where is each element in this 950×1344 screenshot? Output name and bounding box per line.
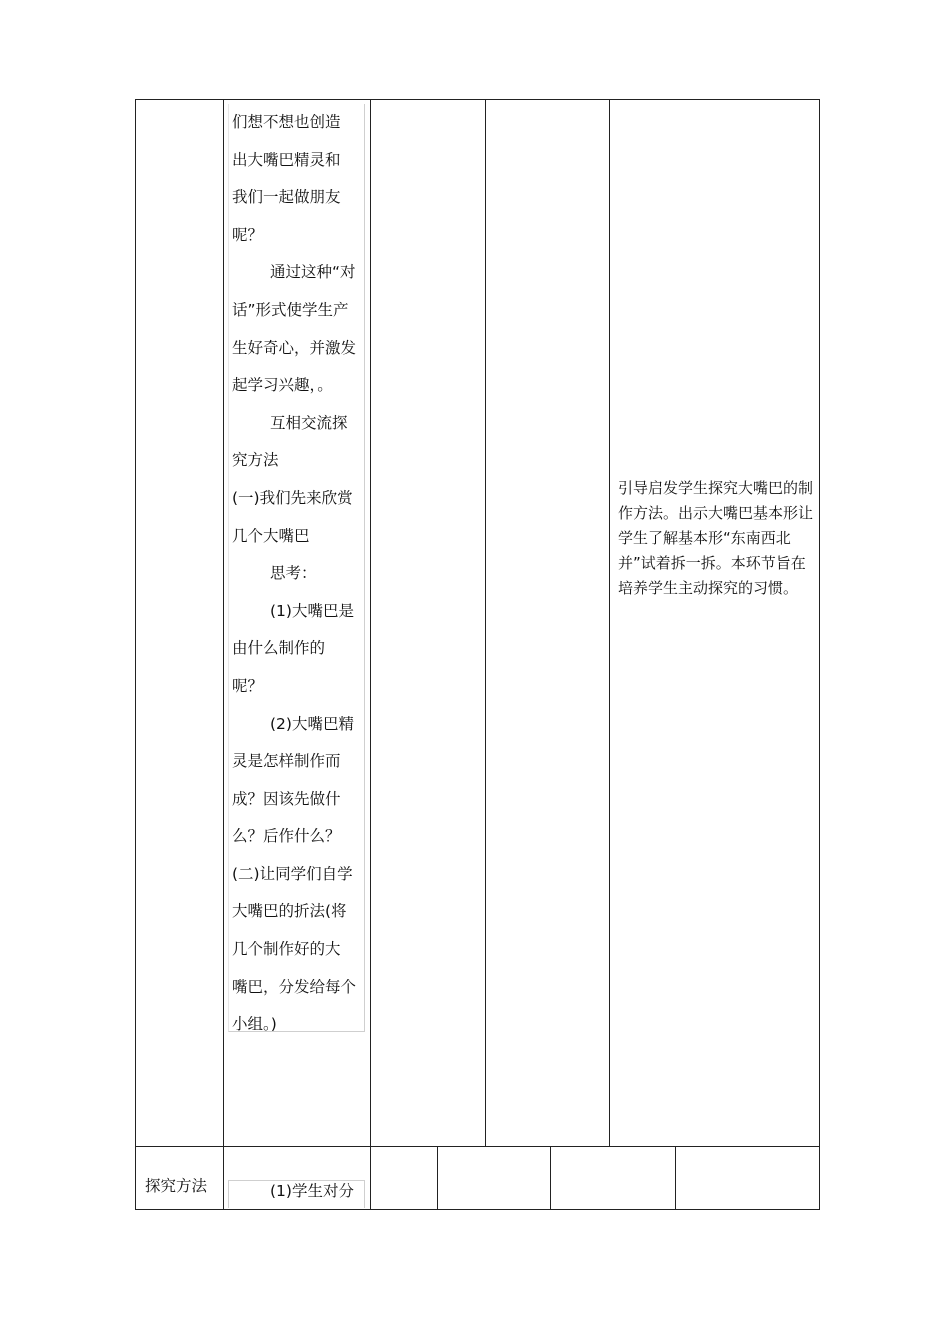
design-intent-cell: 引导启发学生探究大嘴巴的制作方法。出示大嘴巴基本形让学生了解基本形“东南西北并”试着拆一拆。本环节旨在培养学生主动探究的习惯。 <box>618 479 814 597</box>
activity-line: 么？后作什么？ <box>232 827 341 846</box>
activity-line: 思考： <box>270 564 317 583</box>
activity-line: 呢？ <box>232 676 264 695</box>
table-left-border <box>135 99 136 1210</box>
activity-line: 生好奇心，并激发 <box>232 338 357 357</box>
column-divider <box>675 1146 676 1210</box>
column-divider <box>223 99 224 1210</box>
table-right-border <box>819 99 820 1210</box>
activity-line: (1)大嘴巴是 <box>270 601 354 620</box>
activity-line: 起学习兴趣，。 <box>232 376 333 395</box>
activity-line: 由什么制作的 <box>232 639 326 658</box>
activity-line: 话”形式使学生产 <box>232 300 349 319</box>
activity-cell-start: (1)学生对分 <box>270 1182 354 1200</box>
activity-line: 小组。) <box>232 1015 277 1034</box>
column-divider <box>370 99 371 1210</box>
activity-line: 互相交流探 <box>270 413 348 432</box>
activity-line: 大嘴巴的折法(将 <box>232 902 347 921</box>
column-divider <box>485 99 486 1147</box>
activity-line: 通过这种“对 <box>270 263 356 282</box>
activity-line: 究方法 <box>232 451 279 470</box>
activity-cell <box>232 104 366 1044</box>
activity-line: 几个大嘴巴 <box>232 526 310 545</box>
activity-line: (二)让同学们自学 <box>232 864 353 883</box>
row-label: 探究方法 <box>145 1177 208 1195</box>
column-divider <box>609 99 610 1147</box>
activity-line: 我们一起做朋友 <box>232 188 341 207</box>
column-divider <box>437 1146 438 1210</box>
activity-line: (一)我们先来欣赏 <box>232 488 353 507</box>
table-top-border <box>135 99 820 100</box>
activity-line: 呢？ <box>232 225 264 244</box>
activity-line: 们想不想也创造 <box>232 113 341 131</box>
activity-line: (2)大嘴巴精 <box>270 714 354 733</box>
activity-line: 嘴巴，分发给每个 <box>232 977 357 996</box>
activity-line: 成？因该先做什 <box>232 789 341 808</box>
row-divider <box>135 1146 820 1147</box>
activity-line: 出大嘴巴精灵和 <box>232 150 341 169</box>
table-bottom-border <box>135 1209 820 1210</box>
column-divider <box>550 1146 551 1210</box>
activity-line: 灵是怎样制作而 <box>232 752 341 771</box>
activity-line: 几个制作好的大 <box>232 940 341 959</box>
